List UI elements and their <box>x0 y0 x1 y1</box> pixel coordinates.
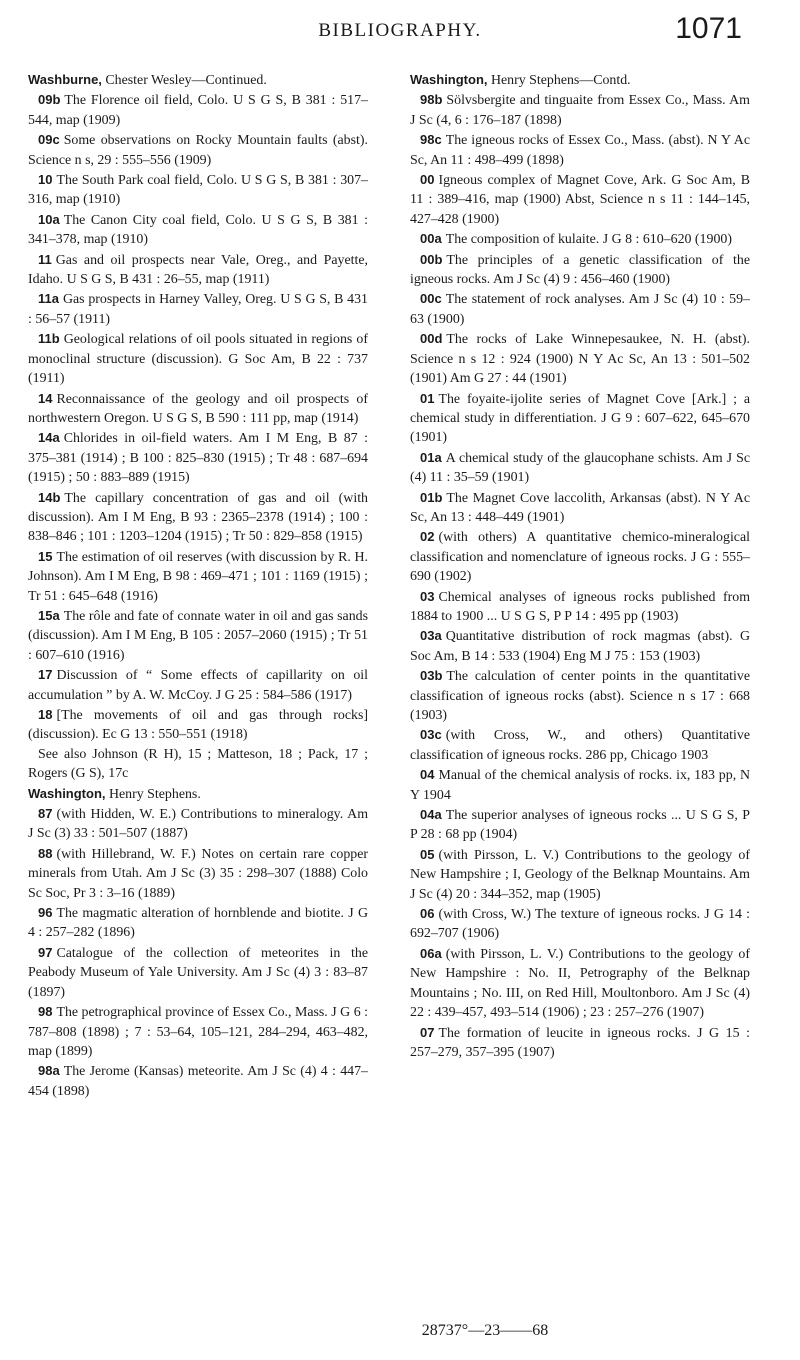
bibliography-entry <box>28 547 368 606</box>
entry-text: The Magnet Cove laccolith, Arkansas (abst). N Y Ac Sc, An 13 : 448–449 (1901) <box>410 490 750 525</box>
entry-number: 18 <box>38 707 53 722</box>
author-heading <box>28 70 368 90</box>
entry-text: (with Pirsson, L. V.) Contributions to the geology of New Hampshire ; I, Geology of the Belknap Mountains. Am J Sc (4) 20 : 344–352, map (1905) <box>410 847 750 902</box>
entry-text: The foyaite-ijolite series of Magnet Cove [Ark.] ; a chemical study in differentiation. J G 9 : 607–622, 645–670 (1901) <box>410 391 750 446</box>
entry-text: Quantitative distribution of rock magmas (abst). G Soc Am, B 14 : 533 (1904) Eng M J 75 : 153 (1903) <box>410 629 750 664</box>
entry-number: 98 <box>38 1004 53 1020</box>
entry-number: 01a <box>420 449 442 465</box>
entry-text: (with others) A quantitative chemico-mineralogical classification and nomenclature of igneous rocks. J G : 555–690 (1902) <box>410 530 750 585</box>
entry-number: 09b <box>38 92 61 108</box>
entry-text: The rocks of Lake Winnepesaukee, N. H. (abst). Science n s 12 : 924 (1900) N Y Ac Sc, An 13 : 501–502 (1901) Am G 27 : 44 (1901) <box>410 332 750 387</box>
entry-text: The formation of leucite in igneous rocks. J G 15 : 257–279, 357–395 (1907) <box>410 1025 750 1060</box>
bibliography-entry <box>410 666 750 725</box>
entry-number: 96 <box>38 905 53 921</box>
entry-text: Manual of the chemical analysis of rocks. ix, 183 pp, N Y 1904 <box>410 768 750 803</box>
bibliography-entry <box>28 1002 368 1061</box>
entry-number: 00 <box>420 172 435 188</box>
entry-text: Catalogue of the collection of meteorites in the Peabody Museum of Yale University. Am J Sc (4) 3 : 83–87 (1897) <box>28 945 368 1000</box>
entry-number: 06a <box>420 945 442 961</box>
author-detail: Chester Wesley—Continued. <box>101 73 267 88</box>
bibliography-entry <box>28 844 368 903</box>
footer-sheet: 68 <box>532 1322 549 1339</box>
entry-number: 01b <box>420 489 443 505</box>
author-heading <box>410 70 750 90</box>
author-detail: Henry Stephens. <box>105 786 201 802</box>
bibliography-entry <box>410 1023 750 1063</box>
bibliography-entry <box>28 250 368 290</box>
author-name: Washburne, <box>28 72 102 87</box>
entry-text: Gas prospects in Harney Valley, Oreg. U S G S, B 431 : 56–57 (1911) <box>28 292 368 327</box>
bibliography-entry <box>28 804 368 844</box>
bibliography-entry <box>28 903 368 943</box>
entry-text: The Canon City coal field, Colo. U S G S, B 381 : 341–378, map (1910) <box>28 212 368 248</box>
running-title: BIBLIOGRAPHY. <box>318 20 482 41</box>
entry-number: 00d <box>420 331 443 347</box>
bibliography-entry <box>28 329 368 388</box>
left-column <box>28 70 368 1101</box>
entry-text: Chemical analyses of igneous rocks published from 1884 to 1900 ... U S G S, P P 14 : 495 pp (1903) <box>410 589 750 624</box>
bibliography-entry <box>410 944 750 1023</box>
entry-number: 09c <box>38 132 60 148</box>
entry-text: The composition of kulaite. J G 8 : 610–620 (1900) <box>445 232 732 248</box>
entry-number: 03c <box>420 727 442 743</box>
entry-number: 14a <box>38 430 60 446</box>
entry-number: 00b <box>420 251 443 267</box>
entry-text: The calculation of center points in the quantitative classification of igneous rocks (abst). Science n s 17 : 668 (1903) <box>410 669 750 723</box>
right-column <box>410 70 750 1062</box>
entry-number: 05 <box>420 846 435 862</box>
bibliography-entry <box>28 289 368 329</box>
author-detail: Henry Stephens—Contd. <box>487 73 631 88</box>
bibliography-entry <box>410 329 750 388</box>
entry-text: The principles of a genetic classification of the igneous rocks. Am J Sc (4) 9 : 456–460 (1900) <box>410 252 750 288</box>
page-number: 1071 <box>675 12 742 45</box>
entry-number: 03a <box>420 628 442 644</box>
entry-text: [The movements of oil and gas through rocks] (discussion). Ec G 13 : 550–551 (1918) <box>28 708 368 743</box>
entry-number: 04 <box>420 767 435 783</box>
bibliography-entry <box>410 587 750 627</box>
bibliography-entry <box>410 389 750 448</box>
bibliography-entry <box>410 725 750 765</box>
entry-text: (with Pirsson, L. V.) Contributions to the geology of New Hampshire : No. II, Petrography of the Belknap Mountains ; No. III, on Red Hill, Moultonboro. Am J Sc (4) 22 : 439–457, 493–514 (1906) ; 23 : 257–276 (1907) <box>410 946 750 1021</box>
entry-number: 10a <box>38 211 60 227</box>
bibliography-entry <box>410 289 750 329</box>
entry-text: The magmatic alteration of hornblende and biotite. J G 4 : 257–282 (1896) <box>28 906 368 941</box>
bibliography-entry <box>410 250 750 290</box>
bibliography-entry <box>410 904 750 944</box>
entry-number: 01 <box>420 390 435 406</box>
entry-text: (with Cross, W., and others) Quantitative classification of igneous rocks. 286 pp, Chicago 1903 <box>410 728 750 763</box>
page-header <box>0 12 800 52</box>
bibliography-entry <box>28 943 368 1002</box>
bibliography-entry <box>28 389 368 429</box>
page-footer: 28737°—23——68 <box>421 1322 549 1339</box>
entry-text: The igneous rocks of Essex Co., Mass. (abst). N Y Ac Sc, An 11 : 498–499 (1898) <box>410 133 750 168</box>
entry-text: The Florence oil field, Colo. U S G S, B 381 : 517–544, map (1909) <box>28 93 368 128</box>
entry-number: 03 <box>420 588 435 604</box>
bibliography-entry <box>28 130 368 170</box>
bibliography-entry <box>28 488 368 547</box>
entry-text: The capillary concentration of gas and oil (with discussion). Am I M Eng, B 93 : 2365–2378 (1914) ; 100 : 838–846 ; 101 : 1203–1204 (1915) ; Tr 50 : 829–858 (1915) <box>28 490 368 545</box>
entry-text: The superior analyses of igneous rocks ... U S G S, P P 28 : 68 pp (1904) <box>410 808 750 843</box>
footer-code: 28737°—23 <box>421 1322 501 1339</box>
entry-text: Chlorides in oil-field waters. Am I M Eng, B 87 : 375–381 (1914) ; B 100 : 825–830 (1915) ; Tr 48 : 687–694 (1915) ; 50 : 883–889 (1915) <box>28 431 368 486</box>
bibliography-entry <box>410 448 750 488</box>
entry-number: 15a <box>38 607 60 623</box>
entry-number: 15 <box>38 548 53 564</box>
entry-number: 06 <box>420 906 435 922</box>
entry-text: Some observations on Rocky Mountain faults (abst). Science n s, 29 : 555–556 (1909) <box>28 133 368 168</box>
bibliography-entry <box>410 805 750 845</box>
author-name: Washington, <box>410 72 488 87</box>
entry-number: 11a <box>38 291 59 307</box>
bibliography-entry <box>28 428 368 487</box>
entry-text: (with Cross, W.) The texture of igneous rocks. J G 14 : 692–707 (1906) <box>410 907 750 942</box>
entry-text: (with Hillebrand, W. F.) Notes on certain rare copper minerals from Utah. Am J Sc (3) 35 : 298–307 (1888) Colo Sc Soc, Pr 3 : 3–16 (1889) <box>28 846 368 901</box>
bibliography-entry <box>410 130 750 170</box>
entry-number: 17 <box>38 667 53 683</box>
bibliography-entry <box>410 488 750 528</box>
entry-number: 98b <box>420 92 443 108</box>
bibliography-entry <box>410 90 750 130</box>
entry-number: 14b <box>38 489 61 505</box>
entry-number: 04a <box>420 807 442 823</box>
entry-number: 98a <box>38 1063 60 1079</box>
entry-text: Discussion of “ Some effects of capillarity on oil accumulation ” by A. W. McCoy. J G 25 : 584–586 (1917) <box>28 668 368 703</box>
entry-text: The South Park coal field, Colo. U S G S, B 381 : 307–316, map (1910) <box>28 173 368 208</box>
entry-number: 07 <box>420 1024 435 1040</box>
entry-text: Gas and oil prospects near Vale, Oreg., and Payette, Idaho. U S G S, B 431 : 26–55, map (1911) <box>28 252 368 288</box>
author-heading <box>28 784 368 804</box>
entry-text: The estimation of oil reserves (with discussion by R. H. Johnson). Am I M Eng, B 98 : 469–471 ; 101 : 1169 (1915) ; Tr 51 : 645–648 (1916) <box>28 549 368 604</box>
author-name: Washington, <box>28 785 106 801</box>
entry-text: Sölvsbergite and tinguaite from Essex Co., Mass. Am J Sc (4, 6 : 176–187 (1898) <box>410 93 750 128</box>
entry-number: 00a <box>420 231 442 247</box>
bibliography-entry <box>410 765 750 805</box>
see-also-note: See also Johnson (R H), 15 ; Matteson, 18 ; Pack, 17 ; Rogers (G S), 17c <box>28 746 368 782</box>
entry-text: (with Hidden, W. E.) Contributions to mineralogy. Am J Sc (3) 33 : 501–507 (1887) <box>28 807 368 842</box>
bibliography-entry <box>28 1061 368 1101</box>
entry-number: 88 <box>38 845 53 861</box>
entry-number: 87 <box>38 806 53 822</box>
bibliography-entry <box>410 170 750 229</box>
entry-text: Igneous complex of Magnet Cove, Ark. G Soc Am, B 11 : 389–416, map (1900) Abst, Science n s 11 : 144–145, 427–428 (1900) <box>410 173 750 227</box>
bibliography-entry <box>28 606 368 665</box>
bibliography-entry <box>28 170 368 210</box>
entry-text: Reconnaissance of the geology and oil prospects of northwestern Oregon. U S G S, B 590 : 111 pp, map (1914) <box>28 391 368 426</box>
bibliography-entry <box>28 90 368 130</box>
bibliography-entry <box>410 626 750 666</box>
entry-number: 00c <box>420 291 442 307</box>
entry-text: The petrographical province of Essex Co., Mass. J G 6 : 787–808 (1898) ; 7 : 53–64, 105–121, 284–294, 463–482, map (1899) <box>28 1005 368 1059</box>
entry-number: 14 <box>38 390 53 406</box>
entry-text: The statement of rock analyses. Am J Sc (4) 10 : 59–63 (1900) <box>410 292 750 327</box>
entry-number: 10 <box>38 172 53 188</box>
bibliography-entry <box>410 527 750 586</box>
bibliography-entry <box>410 229 750 249</box>
bibliography-entry <box>28 665 368 705</box>
entry-number: 11b <box>38 331 60 347</box>
entry-number: 11 <box>38 251 52 267</box>
bibliography-entry <box>28 705 368 745</box>
entry-text: The rôle and fate of connate water in oil and gas sands (discussion). Am I M Eng, B 105 : 2057–2060 (1915) ; Tr 51 : 607–610 (1916) <box>28 608 368 663</box>
bibliography-entry <box>28 210 368 250</box>
entry-number: 97 <box>38 944 53 960</box>
bibliography-entry <box>410 845 750 904</box>
entry-number: 02 <box>420 529 435 545</box>
entry-text: Geological relations of oil pools situated in regions of monoclinal structure (discussion). G Soc Am, B 22 : 737 (1911) <box>28 332 368 387</box>
entry-text: A chemical study of the glaucophane schists. Am J Sc (4) 11 : 35–59 (1901) <box>410 450 750 486</box>
entry-number: 03b <box>420 668 443 684</box>
entry-number: 98c <box>420 132 442 148</box>
entry-text: The Jerome (Kansas) meteorite. Am J Sc (4) 4 : 447–454 (1898) <box>28 1064 368 1099</box>
